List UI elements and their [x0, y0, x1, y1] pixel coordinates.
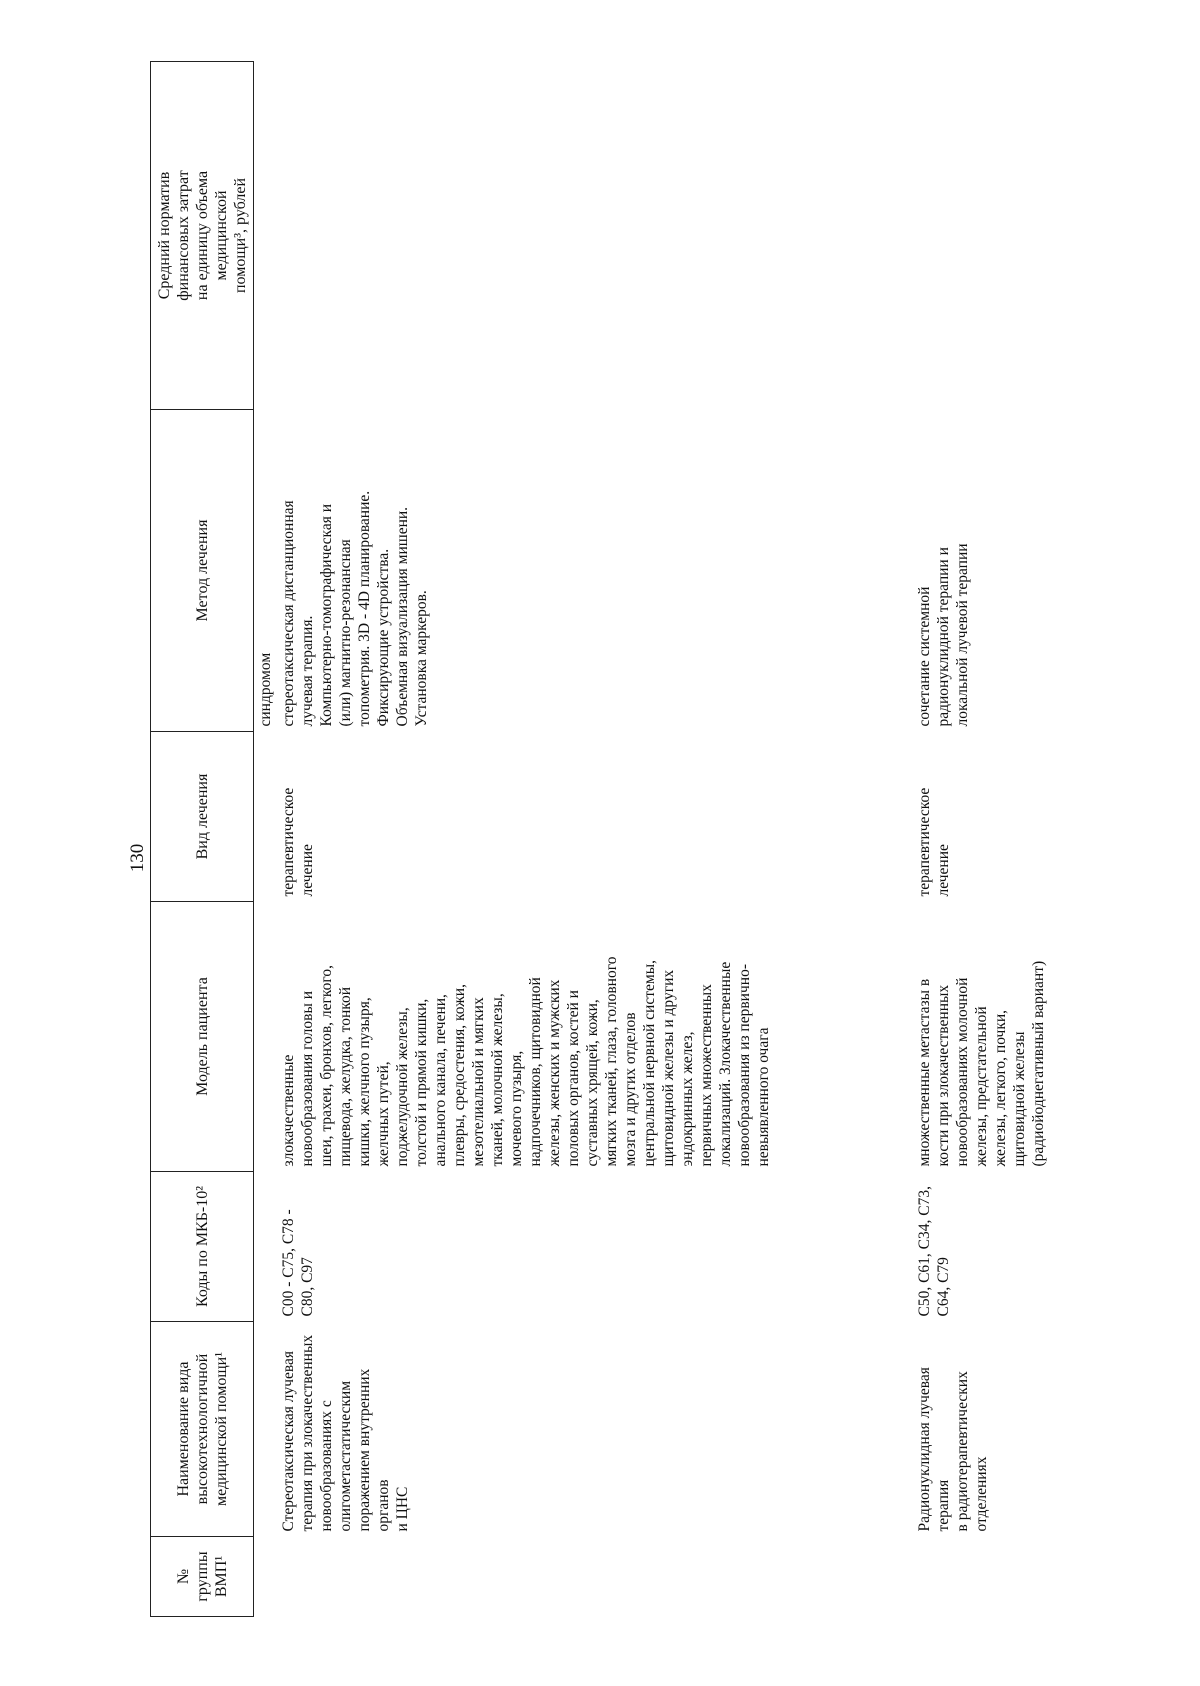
- cell-model: множественные метастазы в кости при злокачественных новообразованиях молочной железы, предстательной железы, легкого, почки, щитовидной железы (радиойоднегативный вариант): [916, 960, 1047, 1167]
- header-group-number: № группы ВМП¹: [151, 1537, 254, 1617]
- table-row: [277, 62, 913, 1617]
- cell-cost: [913, 62, 1050, 410]
- cell-group: [277, 1537, 913, 1617]
- table-header: [151, 62, 254, 1617]
- table-row: [913, 62, 1050, 1617]
- header-icd-codes: Коды по МКБ-10²: [151, 1172, 254, 1322]
- cell-codes: C50, C61, C34, C73, C64, C79: [916, 1186, 952, 1317]
- cell-method: сочетание системной радионуклидной терапии и локальной лучевой терапии: [916, 543, 971, 727]
- cell-type: терапевтическое лечение: [280, 787, 316, 897]
- cell-type: [254, 732, 278, 902]
- cell-model: злокачественные новообразования головы и шеи, трахеи, бронхов, легкого, пищевода, желудка, тонкой кишки, желчного пузыря, желчных путей, поджелудочной железы, толстой и прямой кишки, анального канала, печени, плевры, средостения, кожи, мезотелиальной и мягких тканей, молочной железы, мочевого пузыря, надпочечников, щитовидной железы, женских и мужских половых органов, костей и суставных хрящей, кожи, мягких тканей, глаза, головного мозга и других отделов центральной нервной системы, щитовидной железы и других эндокринных желез, первичных множественных локализаций. Злокачественные новообразования из первично- невыявленного очага: [280, 956, 772, 1167]
- header-treatment-type: Вид лечения: [151, 732, 254, 902]
- cell-cost: [277, 62, 913, 410]
- cell-group: [913, 1537, 1050, 1617]
- cell-type: терапевтическое лечение: [916, 787, 952, 897]
- page-number: 130: [127, 843, 148, 873]
- cell-method: стереотаксическая дистанционная лучевая терапия. Компьютерно-томографическая и (или) магнитно-резонансная топометрия. 3D - 4D планирование. Фиксирующие устройства. Объемная визуализация мишени. Установка маркеров.: [280, 490, 430, 727]
- cell-cost: [254, 62, 278, 410]
- cell-codes: [254, 1172, 278, 1322]
- cell-name: [254, 1322, 278, 1537]
- header-average-cost: Средний норматив финансовых затрат на единицу объема медицинской помощи³, рублей: [151, 62, 254, 410]
- document-page: [150, 62, 1200, 1617]
- header-patient-model: Модель пациента: [151, 902, 254, 1172]
- cell-group: [254, 1537, 278, 1617]
- cell-method: синдромом: [257, 652, 274, 727]
- header-care-name: Наименование вида высокотехнологичной медицинской помощи¹: [151, 1322, 254, 1537]
- vmp-table: [150, 61, 1050, 1617]
- cell-model: [254, 902, 278, 1172]
- cell-name: Стереотаксическая лучевая терапия при злокачественных новообразованиях с олигометастатическим поражением внутренних органов и ЦНС: [280, 1334, 411, 1532]
- cell-codes: C00 - C75, C78 - C80, C97: [280, 1209, 316, 1317]
- table-row: [254, 62, 278, 1617]
- cell-name: Радионуклидная лучевая терапия в радиотерапевтических отделениях: [916, 1367, 990, 1532]
- header-treatment-method: Метод лечения: [151, 410, 254, 732]
